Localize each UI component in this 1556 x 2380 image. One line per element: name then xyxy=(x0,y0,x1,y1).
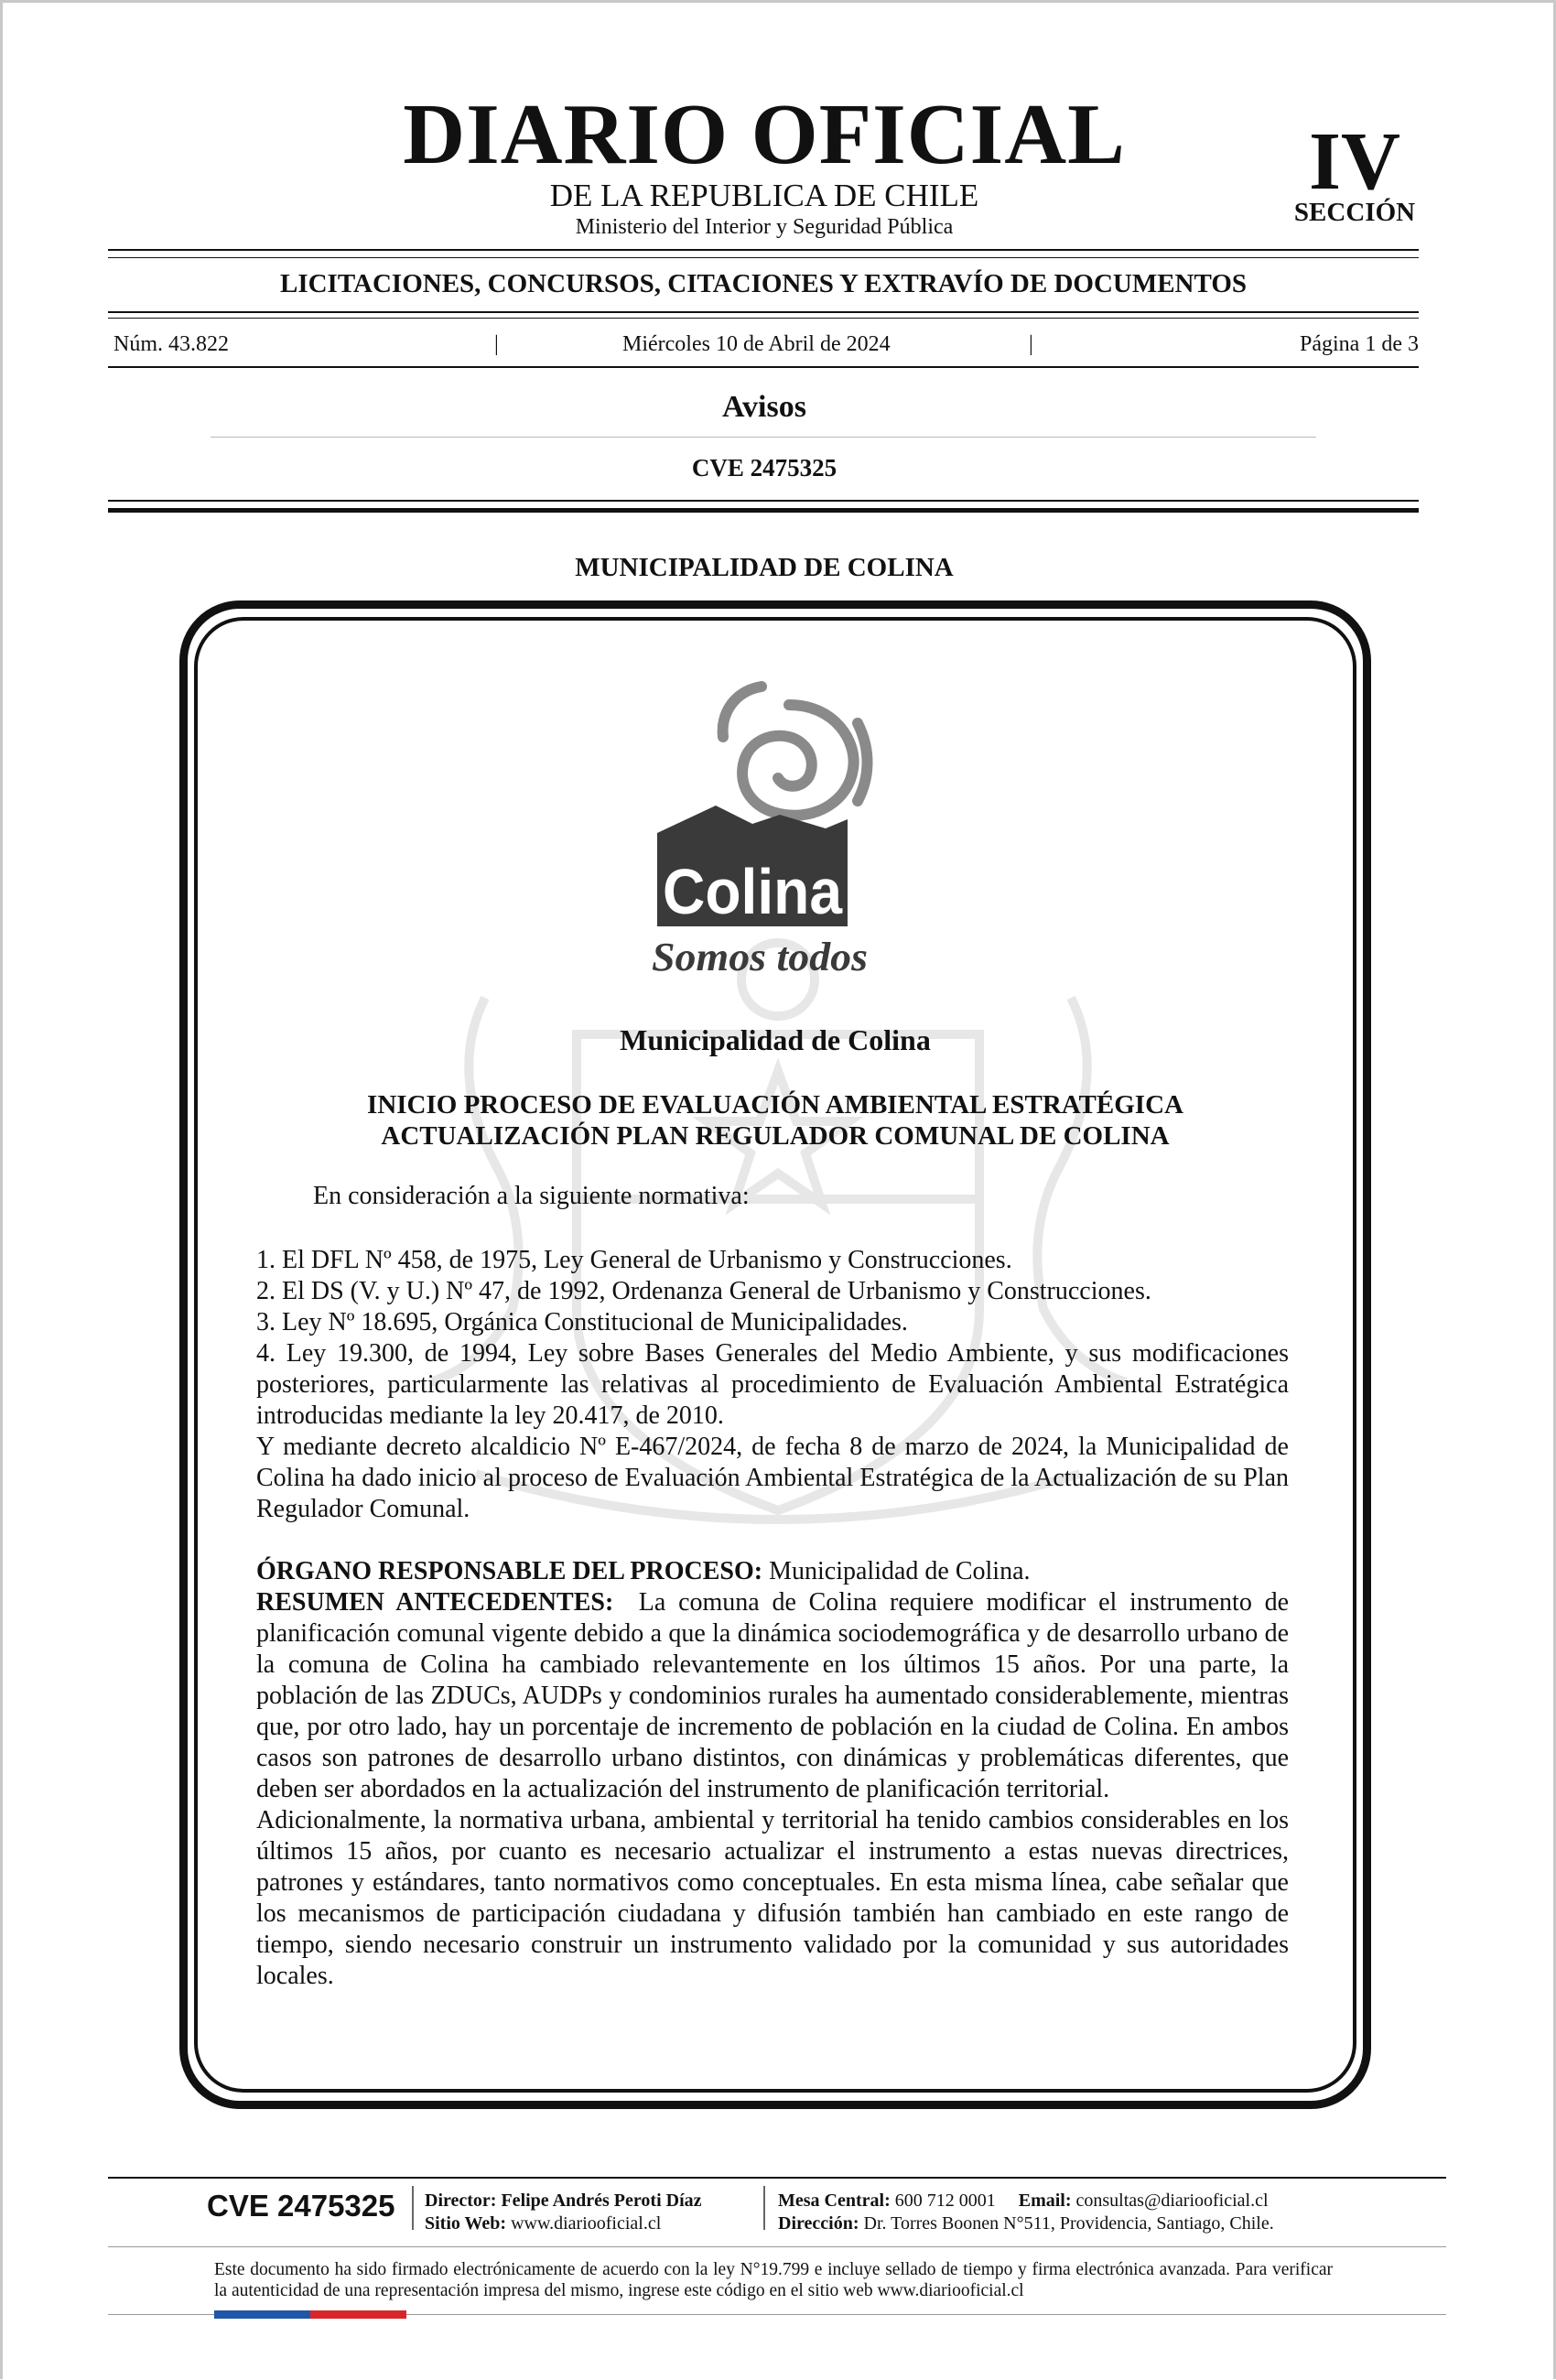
notice-title xyxy=(194,1089,1356,1152)
notice-title-line: INICIO PROCESO DE EVALUACIÓN AMBIENTAL ESTRATÉGICA xyxy=(367,1090,1183,1120)
email-link[interactable]: consultas@diariooficial.cl xyxy=(1075,2191,1269,2211)
cve-rule-top xyxy=(108,500,1419,502)
summary-text: La comuna de Colina requiere modificar el instrumento de planificación comunal vigente debido a que la dinámica sociodemográfica y de desarrollo urbano de la comuna de Colina ha cambiado relevantemente en los últimos 15 años. Por una parte, la población de las ZDUCs, AUDPs y condominios rurales ha aumentado considerablemente, mientras que, por otro lado, hay un porcentaje de incremento de población en la ciudad de Colina. En ambos casos son patrones de desarrollo urbano distintos, con dinámicas y problemáticas diferentes, que deben ser abordados en la actualización del instrumento de planificación territorial. xyxy=(256,1588,1289,1803)
masthead-rule-top xyxy=(108,249,1419,251)
flag-segment xyxy=(359,2310,407,2319)
footer-legal-notice: Este documento ha sido firmado electrónicamente de acuerdo con la ley N°19.799 e incluye sellado de tiempo y firma electrónica avanzada. Para verificar la autenticidad de una representación impresa del mismo, ingrese este código en el sitio web www.diariooficial.cl xyxy=(214,2260,1333,2300)
site-label: Sitio Web: xyxy=(425,2213,507,2234)
decree-paragraph: Y mediante decreto alcaldicio Nº E-467/2024, de fecha 8 de marzo de 2024, la Municipalidad de Colina ha dado inicio al proceso de Evaluación Ambiental Estratégica de la Actualización de su Plan Regulador Comunal. xyxy=(256,1433,1289,1523)
phone-value: 600 712 0001 xyxy=(894,2191,996,2211)
notice-details xyxy=(256,1556,1289,1992)
flag-segment xyxy=(263,2310,311,2319)
footer-separator xyxy=(412,2186,414,2230)
masthead-subtitle: DE LA REPUBLICA DE CHILE xyxy=(549,178,979,213)
issue-number: Núm. 43.822 xyxy=(113,332,229,356)
footer-cve: CVE 2475325 xyxy=(207,2189,395,2223)
norms-list xyxy=(256,1245,1289,1525)
norm-item: 3. Ley Nº 18.695, Orgánica Constitucional de Municipalidades. xyxy=(256,1308,908,1336)
notice-title-line: ACTUALIZACIÓN PLAN REGULADOR COMUNAL DE COLINA xyxy=(381,1121,1170,1151)
address-value: Dr. Torres Boonen N°511, Providencia, Santiago, Chile. xyxy=(863,2213,1274,2234)
issue-separator: | xyxy=(494,332,499,356)
footer-director-block xyxy=(425,2190,702,2235)
section-numeral: IV xyxy=(1308,116,1401,207)
colina-logo xyxy=(652,668,890,998)
section-banner: LICITACIONES, CONCURSOS, CITACIONES Y EXTRAVÍO DE DOCUMENTOS xyxy=(279,269,1248,298)
category-rule xyxy=(211,437,1316,438)
flag-segment xyxy=(310,2310,359,2319)
summary-paragraph xyxy=(256,1587,1289,1805)
responsible-value: Municipalidad de Colina. xyxy=(769,1557,1031,1585)
banner-rule-top xyxy=(108,311,1419,313)
flag-segment xyxy=(214,2310,263,2319)
logo-tagline: Somos todos xyxy=(652,935,868,979)
masthead-rule-bottom xyxy=(108,257,1419,258)
category-heading: Avisos xyxy=(722,390,806,424)
issue-page: Página 1 de 3 xyxy=(1300,332,1419,356)
site-link[interactable]: www.diariooficial.cl xyxy=(511,2213,662,2234)
email-label: Email: xyxy=(1018,2191,1072,2211)
section-label: SECCIÓN xyxy=(1293,198,1416,227)
issue-date: Miércoles 10 de Abril de 2024 xyxy=(622,332,891,356)
footer-rule xyxy=(108,2177,1446,2179)
phone-label: Mesa Central: xyxy=(778,2191,891,2211)
masthead-ministry: Ministerio del Interior y Seguridad Pública xyxy=(575,215,954,239)
footer-contact-block xyxy=(778,2190,1274,2235)
cve-code: CVE 2475325 xyxy=(691,454,837,481)
banner-rule-bottom xyxy=(108,318,1419,319)
masthead-title: DIARIO OFICIAL xyxy=(403,87,1126,182)
norm-item: 4. Ley 19.300, de 1994, Ley sobre Bases Generales del Medio Ambiente, y sus modificaciones posteriores, particularmente las relativas al procedimiento de Evaluación Ambiental Estratégica introducidas mediante la ley 20.417, de 2010. xyxy=(256,1339,1289,1430)
responsible-paragraph xyxy=(256,1556,1289,1587)
director-label: Director: xyxy=(425,2191,497,2211)
institution-name: MUNICIPALIDAD DE COLINA xyxy=(575,553,954,582)
logo-wordmark: Colina xyxy=(663,856,843,927)
notice-org: Municipalidad de Colina xyxy=(620,1023,931,1056)
norm-item: 2. El DS (V. y U.) Nº 47, de 1992, Ordenanza General de Urbanismo y Construcciones. xyxy=(256,1277,1151,1305)
additional-paragraph: Adicionalmente, la normativa urbana, ambiental y territorial ha tenido cambios considerables en los últimos 15 años, por cuanto es necesario actualizar el instrumento a estas nuevas directrices, patrones y estándares, tanto normativos como conceptuales. En esta misma línea, cabe señalar que los mecanismos de participación ciudadana y difusión también han cambiado en este rango de tiempo, siendo necesario construir un instrumento validado por la comunidad y sus autoridades locales. xyxy=(256,1806,1289,1990)
cve-rule-bottom xyxy=(108,508,1419,513)
footer-legal-rule xyxy=(108,2246,1446,2247)
summary-label: RESUMEN ANTECEDENTES: xyxy=(256,1588,614,1617)
address-label: Dirección: xyxy=(778,2213,859,2234)
director-value: Felipe Andrés Peroti Díaz xyxy=(501,2191,702,2211)
chile-flag-stripe xyxy=(214,2310,406,2319)
norm-item: 1. El DFL Nº 458, de 1975, Ley General de Urbanismo y Construcciones. xyxy=(256,1246,1012,1274)
footer-separator xyxy=(763,2186,765,2230)
notice-intro: En consideración a la siguiente normativa: xyxy=(313,1182,750,1210)
responsible-label: ÓRGANO RESPONSABLE DEL PROCESO: xyxy=(256,1557,763,1585)
issue-rule xyxy=(108,366,1419,368)
issue-separator: | xyxy=(1029,332,1033,356)
